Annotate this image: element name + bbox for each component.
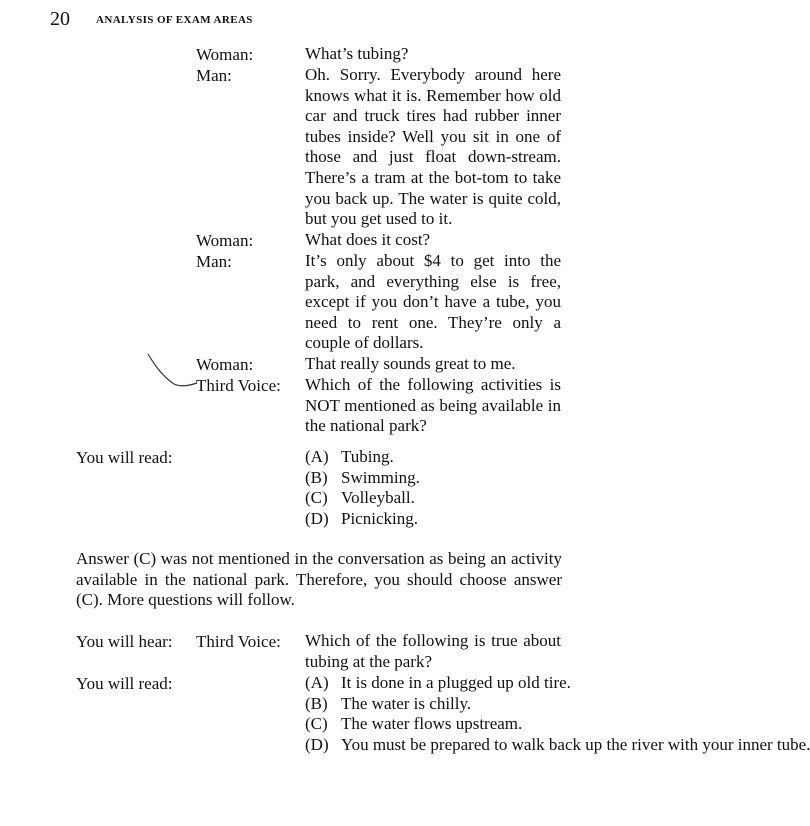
option-letter: (B) [305, 467, 328, 487]
speaker-label: Woman: [196, 231, 254, 250]
pen-check-mark [140, 350, 200, 395]
option-letter: (D) [305, 734, 329, 754]
option-text: The water flows upstream. [341, 714, 523, 734]
you-will-hear-label: You will hear: [76, 632, 173, 651]
you-will-read-label: You will read: [76, 448, 173, 467]
answer-option [305, 488, 561, 509]
option-text: Swimming. [341, 467, 420, 487]
answer-option [305, 468, 561, 489]
speaker-label: Woman: [196, 355, 254, 374]
option-text: Volleyball. [341, 488, 415, 508]
option-text: The water is chilly. [341, 693, 472, 713]
page-header [50, 8, 253, 32]
answer-options [305, 447, 561, 529]
option-letter: (C) [305, 714, 328, 734]
dialogue-line: What does it cost? [305, 230, 431, 249]
running-head: ANALYSIS OF EXAM AREAS [96, 14, 253, 26]
question-text: Which of the following is true about tubing at the park? [305, 631, 561, 671]
answer-option [305, 447, 561, 468]
option-letter: (D) [305, 508, 329, 528]
answer-options [305, 673, 810, 755]
option-letter: (A) [305, 447, 329, 466]
answer-option [305, 734, 810, 756]
option-letter: (A) [305, 673, 329, 692]
dialogue-line: That really sounds great to me. [305, 354, 516, 373]
option-text: Picnicking. [341, 508, 418, 528]
speaker-label: Man: [196, 66, 232, 85]
dialogue-line: What’s tubing? [305, 44, 409, 63]
option-text: It is done in a plugged up old tire. [341, 673, 571, 692]
answer-option [305, 714, 561, 735]
option-text: Tubing. [341, 447, 394, 466]
answer-option [305, 694, 561, 715]
you-will-read-label: You will read: [76, 674, 173, 693]
speaker-label: Third Voice: [196, 632, 281, 651]
option-text: You must be prepared to walk back up the river with your inner tube. [341, 734, 810, 754]
dialogue-line: It’s only about $4 to get into the park, and everything else is free, except if you don’t have a tube, you need to rent one. They’re only a couple of dollars. [305, 251, 561, 353]
page-number: 20 [50, 8, 70, 30]
speaker-label: Man: [196, 252, 232, 271]
dialogue-line: Which of the following activities is NOT mentioned as being available in the national park? [305, 375, 561, 436]
option-letter: (B) [305, 693, 328, 713]
answer-option [305, 509, 561, 530]
explanation-paragraph: Answer (C) was not mentioned in the conversation as being an activity available in the national park. Therefore, you should choose answer (C). More questions will follow. [76, 549, 562, 610]
option-letter: (C) [305, 488, 328, 508]
speaker-label: Woman: [196, 45, 254, 64]
answer-option [305, 673, 571, 694]
speaker-label: Third Voice: [196, 376, 281, 395]
dialogue-line: Oh. Sorry. Everybody around here knows what it is. Remember how old car and truck tires had rubber inner tubes inside? Well you sit in one of those and just float down-stream. There’s a tram at the bot-tom to take you back up. The water is quite cold, but you get used to it. [305, 65, 561, 229]
